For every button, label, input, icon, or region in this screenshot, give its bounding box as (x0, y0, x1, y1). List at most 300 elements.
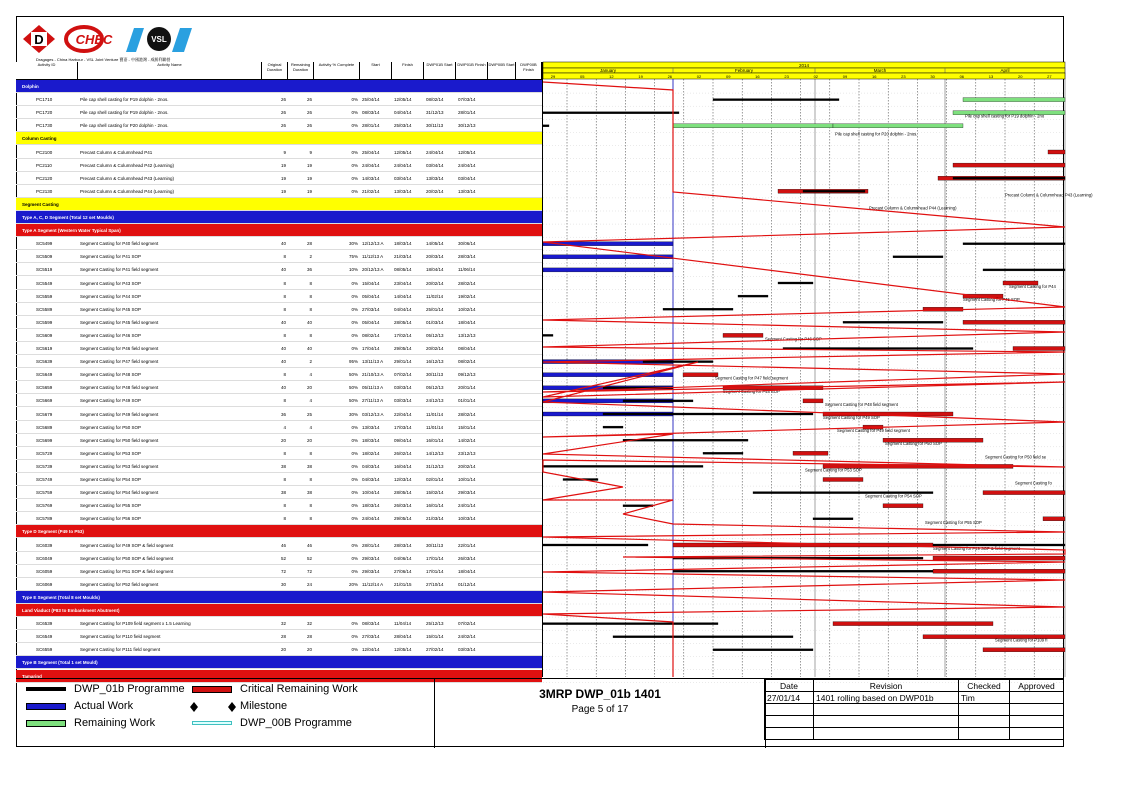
activity-row (16, 565, 542, 578)
activity-name: Segment Casting for P53 SOP (80, 450, 142, 456)
activity-id: PC2120 (36, 175, 53, 181)
gantt-bar (543, 112, 679, 114)
dwp01b-finish: 01/01/14 (458, 398, 476, 404)
activity-name: Precast Column & Columnhead P44 (Learning) (80, 188, 175, 194)
activity-id: SC6039 (36, 542, 53, 548)
activity-id: SC5599 (36, 319, 53, 325)
start-date: 13/03/14 (362, 424, 380, 430)
remaining-duration: 20 (306, 385, 312, 391)
start-date: 11/12/14 A (362, 581, 384, 587)
finish-date: 03/04/14 (394, 175, 412, 181)
remaining-duration: 8 (309, 332, 312, 338)
finish-date: 11/04/14 (394, 621, 412, 627)
activity-name: Segment Casting for P109 field segment x 1.5 Learning (80, 621, 191, 627)
activity-row (16, 119, 542, 132)
rev-empty-cell (814, 716, 959, 728)
activity-row (16, 106, 542, 119)
dragages-logo-icon (22, 24, 56, 54)
finish-date: 22/04/14 (394, 411, 412, 417)
finish-date: 17/02/14 (394, 332, 412, 338)
gantt-bar (933, 556, 1065, 560)
gantt-bar (813, 518, 853, 520)
group-row (16, 132, 542, 145)
activity-id: SC6539 (36, 621, 53, 627)
week-label: 16 (755, 74, 760, 79)
week-label: 19 (638, 74, 643, 79)
group-label: Tamarind (22, 673, 42, 679)
group-label: Land Viaduct (P83 to Embankment Abutment) (22, 608, 120, 613)
dwp01b-start: 01/03/14 (426, 319, 444, 325)
gantt-bar (543, 125, 549, 127)
jv-subtitle: Dragages - China Harbour - VSL Joint Venture 寶嘉 - 中國港灣 - 威勝利聯營 (36, 57, 171, 62)
finish-date: 21/03/14 (394, 254, 412, 260)
dwp01b-finish: 26/03/14 (458, 555, 476, 561)
page-number: Page 5 of 17 (571, 704, 629, 715)
activity-name: Segment Casting for P49 field segment (80, 411, 159, 417)
dwp01b-start: 02/01/14 (426, 477, 444, 482)
group-row (16, 80, 542, 93)
activity-id: SC5519 (36, 267, 53, 273)
finish-date: 18/03/14 (394, 241, 412, 247)
remaining-duration: 8 (309, 293, 312, 299)
activity-id: SC5669 (36, 398, 53, 404)
column-header: DWP00B Start (488, 62, 516, 79)
week-label: 30 (930, 74, 935, 79)
legend-actual-label: Actual Work (74, 700, 134, 712)
original-duration: 52 (280, 555, 286, 561)
start-date: 18/03/14 (362, 503, 380, 509)
dwp01b-start: 20/02/14 (426, 346, 444, 351)
start-date: 29/03/14 (362, 555, 380, 561)
finish-date: 26/02/14 (394, 450, 412, 456)
gantt-bar (983, 491, 1065, 495)
activity-id: SC6069 (36, 581, 53, 587)
activity-name: Segment Casting for P40 field segment (80, 241, 159, 247)
group-row (16, 591, 542, 604)
rev-empty-cell (765, 704, 814, 716)
rev-empty-cell (959, 716, 1010, 728)
percent-complete: 0% (351, 516, 358, 522)
original-duration: 32 (280, 621, 286, 627)
start-date: 20/12/13 A (362, 267, 384, 273)
activity-name: Segment Casting for P46 SOP (80, 332, 142, 338)
finish-date: 21/01/15 (394, 581, 412, 587)
column-header: Start (360, 62, 392, 79)
original-duration: 26 (280, 110, 286, 116)
gantt-bar (723, 333, 763, 337)
dwp01b-finish: 11/06/14 (458, 267, 476, 273)
start-date: 12/04/14 (362, 647, 380, 653)
rev-empty-cell (1010, 716, 1064, 728)
dwp01b-finish: 20/01/14 (458, 385, 476, 391)
chec-logo-icon (64, 25, 116, 53)
dwp01b-finish: 28/02/14 (458, 280, 476, 286)
column-header: Activity Name (78, 62, 262, 79)
activity-id: SC5549 (36, 280, 53, 286)
dwp01b-finish: 15/01/14 (458, 424, 476, 430)
dwp01b-start: 31/12/13 (426, 463, 444, 469)
original-duration: 40 (280, 385, 286, 391)
activity-row (16, 394, 542, 407)
finish-date: 27/06/14 (394, 568, 412, 574)
original-duration: 40 (280, 359, 286, 365)
gantt-svg (543, 62, 1093, 677)
gantt-bar (963, 320, 1065, 324)
activity-id: SC5769 (36, 503, 53, 509)
start-date: 27/03/14 (362, 634, 380, 640)
percent-complete: 50% (348, 385, 358, 391)
dwp01b-start: 20/02/14 (426, 280, 444, 286)
start-date: 12/12/13 A (362, 241, 384, 247)
remaining-duration: 2 (309, 359, 312, 365)
activity-row (16, 539, 542, 552)
dwp01b-finish: 28/02/14 (458, 411, 476, 417)
dwp01b-start: 05/12/13 (426, 385, 444, 391)
activity-row (16, 316, 542, 329)
percent-complete: 0% (351, 149, 358, 155)
dwp01b-start: 27/10/14 (426, 581, 444, 587)
activity-name: Segment Casting for P48 SOP (80, 372, 142, 378)
original-duration: 19 (280, 162, 286, 168)
original-duration: 8 (283, 306, 286, 312)
gantt-bar (643, 361, 713, 363)
start-date: 04/03/14 (362, 463, 380, 469)
remaining-duration: 4 (309, 372, 312, 378)
activity-name: Segment Casting for P45 field segment (80, 319, 159, 325)
activity-id: SC6559 (36, 647, 53, 653)
week-label: 09 (842, 74, 848, 79)
rev-description: 1401 rolling based on DWP01b (814, 692, 959, 704)
week-label: 05 (579, 74, 585, 79)
original-duration: 40 (280, 241, 286, 247)
bar-label: Segment Casting for P48 field segment (825, 401, 898, 407)
gantt-bar (963, 98, 1065, 102)
original-duration: 8 (283, 398, 286, 404)
rev-empty-cell (1010, 704, 1064, 716)
start-date: 13/11/13 A (362, 359, 384, 365)
dwp01b-start: 30/11/13 (426, 123, 444, 129)
bar-label: Segment Casting for P50 SOP (885, 441, 942, 447)
start-date: 11/12/13 A (362, 254, 384, 260)
start-date: 27/11/13 A (362, 398, 384, 404)
activity-name: Segment Casting for P54 field segment (80, 490, 159, 496)
bar-label: Segment Casting for P55 SOP (925, 519, 982, 525)
activity-row (16, 434, 542, 447)
gantt-bar (543, 544, 648, 546)
title-block (434, 679, 766, 748)
activity-row (16, 460, 542, 473)
group-label: Type B Segment (Total 1 set Mould) (22, 660, 98, 666)
original-duration: 26 (280, 123, 286, 129)
percent-complete: 0% (351, 450, 358, 456)
finish-date: 09/04/14 (394, 437, 412, 443)
remaining-duration: 8 (309, 503, 312, 509)
finish-date: 28/03/14 (394, 542, 412, 548)
activity-name: Segment Casting for P44 SOP (80, 293, 142, 299)
rev-checked: Tim (959, 692, 1010, 704)
bar-label: Segment Casting for P47 field segment (715, 375, 788, 381)
start-date: 08/03/14 (362, 110, 380, 116)
legend-block (16, 678, 1064, 748)
percent-complete: 0% (351, 123, 358, 129)
bar-label: Segment Casting for P49 SOP (823, 415, 880, 420)
gantt-bar (673, 124, 833, 128)
week-label: 13 (988, 74, 994, 79)
percent-complete: 0% (351, 437, 358, 443)
dwp01b-start: 13/03/14 (426, 175, 444, 181)
activity-name: Segment Casting for P50 SOP (80, 424, 142, 430)
percent-complete: 0% (351, 634, 358, 640)
original-duration: 8 (283, 516, 286, 522)
gantt-bar (1048, 150, 1065, 154)
finish-date: 17/03/14 (394, 424, 412, 430)
gantt-bar (543, 268, 673, 272)
activity-row (16, 250, 542, 263)
legend-programme-swatch (26, 687, 66, 691)
bar-label: Segment Casting for P54 SOP (865, 493, 922, 499)
percent-complete: 0% (351, 280, 358, 286)
dwp01b-finish: 30/12/13 (458, 123, 476, 129)
remaining-duration: 20 (306, 437, 312, 443)
rev-header-approved: Approved (1010, 680, 1064, 692)
dwp01b-start: 03/04/14 (426, 162, 444, 168)
bar-label: Precast Column & Columnhead P44 (Learning) (869, 205, 957, 211)
start-date: 24/04/14 (362, 162, 380, 168)
bar-label: Segment Casting for P44 (1009, 284, 1056, 289)
dwp01b-start: 11/02/14 (426, 293, 444, 299)
group-row (16, 224, 542, 237)
milestone-icon (190, 701, 240, 713)
dwp01b-finish: 10/01/14 (458, 477, 476, 482)
dwp01b-start: 27/02/14 (426, 647, 444, 653)
activity-name: Segment Casting for P46 field segment (80, 346, 159, 351)
gantt-bar (613, 636, 793, 638)
dwp01b-start: 31/12/13 (426, 110, 444, 116)
original-duration: 46 (280, 542, 286, 548)
start-date: 04/03/14 (362, 477, 380, 482)
gantt-bar (883, 504, 923, 508)
dwp01b-finish: 30/06/14 (458, 241, 476, 247)
bar-label: Segment Casting for P109 fi (995, 637, 1048, 643)
original-duration: 8 (283, 254, 286, 260)
bar-label: Pile cap shell casting for P20 dolphin - 2nos. (835, 131, 918, 137)
percent-complete: 0% (351, 293, 358, 299)
remaining-duration: 2 (309, 254, 312, 260)
dwp01b-finish: 07/03/14 (458, 97, 476, 103)
percent-complete: 0% (351, 621, 358, 627)
column-header: DWP01B Finish (456, 62, 488, 79)
column-header: DWP00B Finish (516, 62, 542, 79)
dwp01b-finish: 18/04/14 (458, 319, 476, 325)
gantt-chart (542, 62, 1093, 677)
week-label: 23 (784, 74, 789, 79)
percent-complete: 0% (351, 490, 358, 496)
rev-date: 27/01/14 (765, 692, 814, 704)
remaining-duration: 40 (306, 319, 312, 325)
column-header: Activity % Complete (314, 62, 360, 79)
dwp01b-start: 24/04/14 (426, 149, 444, 155)
remaining-duration: 8 (309, 280, 312, 286)
rev-empty-cell (1010, 728, 1064, 740)
original-duration: 8 (283, 372, 286, 378)
gantt-bar (603, 413, 813, 415)
activity-row (16, 355, 542, 368)
activity-id: SC5689 (36, 424, 53, 430)
activity-row (16, 630, 542, 643)
dwp01b-finish: 08/02/14 (458, 359, 476, 365)
start-date: 18/03/14 (362, 437, 380, 443)
week-label: 02 (813, 74, 819, 79)
activity-name: Segment Casting for P51 SOP & field segment (80, 568, 174, 574)
activity-name: Segment Casting for P47 field segment (80, 359, 159, 365)
activity-name: Segment Casting for P48 field segment (80, 385, 159, 391)
logo-vsl-text: VSL (151, 35, 167, 44)
dwp01b-finish: 22/01/14 (458, 542, 476, 548)
dwp01b-start: 17/01/14 (426, 568, 444, 574)
original-duration: 19 (280, 188, 286, 194)
dwp01b-start: 11/01/14 (426, 411, 444, 417)
original-duration: 40 (280, 346, 286, 351)
activity-id: SC5649 (36, 372, 53, 378)
activity-row (16, 486, 542, 499)
percent-complete: 50% (348, 372, 358, 378)
percent-complete: 0% (351, 477, 358, 482)
month-label: April (1000, 68, 1010, 73)
percent-complete: 0% (351, 97, 358, 103)
gantt-bar (1013, 347, 1065, 351)
original-duration: 8 (283, 503, 286, 509)
table-header (16, 62, 542, 80)
dwp01b-finish: 13/12/13 (458, 332, 476, 338)
original-duration: 40 (280, 319, 286, 325)
dwp01b-finish: 24/04/14 (458, 162, 476, 168)
dwp01b-finish: 18/04/14 (458, 568, 476, 574)
dwp01b-start: 30/11/13 (426, 542, 444, 548)
dwp01b-finish: 08/04/14 (458, 346, 476, 351)
activity-name: Precast Column & Columnhead P43 (Learning) (80, 175, 175, 181)
original-duration: 8 (283, 450, 286, 456)
activity-row (16, 303, 542, 316)
gantt-bar (933, 569, 1065, 573)
original-duration: 36 (280, 411, 286, 417)
start-date: 28/01/14 (362, 123, 380, 129)
dwp01b-start: 21/03/14 (426, 516, 444, 522)
finish-date: 12/05/14 (394, 149, 412, 155)
dwp01b-start: 16/01/14 (426, 437, 444, 443)
bar-label: Segment Casting for P49 field segment (837, 428, 910, 434)
activity-id: SC5759 (36, 490, 53, 496)
month-label: January (599, 68, 617, 73)
activity-row (16, 290, 542, 303)
activity-name: Segment Casting for P43 SOP (80, 280, 142, 286)
start-date: 27/03/14 (362, 306, 380, 312)
activity-row (16, 342, 542, 355)
month-label: March (873, 68, 887, 73)
remaining-duration: 4 (309, 398, 312, 404)
percent-complete: 0% (351, 346, 358, 351)
rev-empty-cell (765, 728, 814, 740)
group-row (16, 656, 542, 669)
column-header: Activity ID (16, 62, 78, 79)
group-row (16, 525, 542, 538)
start-date: 17/04/14 (362, 346, 380, 351)
percent-complete: 0% (351, 503, 358, 509)
finish-date: 08/05/14 (394, 267, 412, 273)
week-label: 16 (871, 74, 877, 79)
activity-name: Precast Column & Columnhead P42 (Learning) (80, 162, 175, 168)
week-band (543, 73, 1065, 79)
activity-row (16, 263, 542, 276)
start-date: 14/03/14 (362, 175, 380, 181)
remaining-duration: 19 (306, 162, 312, 168)
remaining-duration: 8 (309, 306, 312, 312)
dwp01b-start: 25/01/14 (426, 306, 444, 312)
rev-empty-cell (814, 728, 959, 740)
activity-name: Pile cap shell casting for P19 dolphin - 2nos. (80, 97, 169, 103)
remaining-duration: 36 (306, 267, 312, 273)
activity-row (16, 447, 542, 460)
remaining-duration: 32 (306, 621, 312, 627)
week-label: 27 (1047, 74, 1052, 79)
dwp01b-start: 08/02/14 (426, 97, 444, 103)
critical-path-line (543, 82, 1065, 677)
activity-row (16, 93, 542, 106)
activity-row (16, 421, 542, 434)
group-label: Segment Casting (22, 201, 59, 207)
gantt-bar (778, 282, 813, 284)
gantt-bar (803, 399, 823, 403)
rev-empty-cell (814, 704, 959, 716)
remaining-duration: 52 (306, 555, 312, 561)
remaining-duration: 25 (306, 411, 312, 417)
bar-label: Segment Casting for P49 SOP & field segment (933, 546, 1020, 551)
start-date: 05/04/14 (362, 293, 380, 299)
dwp01b-finish: 10/02/14 (458, 306, 476, 312)
original-duration: 8 (283, 477, 286, 482)
dwp01b-start: 11/01/14 (426, 424, 444, 430)
activity-row (16, 237, 542, 250)
month-label: February (734, 68, 754, 73)
dwp01b-finish: 13/03/14 (458, 188, 476, 194)
activity-id: SC5509 (36, 254, 53, 260)
gantt-bar (1043, 517, 1065, 521)
activity-row (16, 499, 542, 512)
dwp01b-finish: 10/03/14 (458, 516, 476, 522)
column-header: DWP01B Start (424, 62, 456, 79)
remaining-duration: 8 (309, 450, 312, 456)
activity-row (16, 329, 542, 342)
activity-id: SC5739 (36, 463, 53, 469)
activity-name: Segment Casting for P55 SOP (80, 503, 142, 509)
activity-id: SC6059 (36, 568, 53, 574)
dwp01b-finish: 09/12/13 (458, 372, 476, 378)
original-duration: 40 (280, 267, 286, 273)
percent-complete: 0% (351, 555, 358, 561)
gantt-bar (683, 373, 718, 377)
dwp01b-finish: 29/03/14 (458, 490, 476, 496)
gantt-bar (543, 623, 718, 625)
legend-milestone-label: Milestone (240, 700, 288, 712)
bar-label: Segment Casting for P53 SOP (805, 467, 862, 473)
dwp01b-finish: 19/02/14 (458, 293, 476, 299)
remaining-duration: 24 (306, 581, 312, 587)
original-duration: 19 (280, 175, 286, 181)
activity-id: SC5559 (36, 293, 53, 299)
start-date: 29/03/14 (362, 568, 380, 574)
activity-id: SC5639 (36, 359, 53, 365)
remaining-duration: 28 (306, 634, 312, 640)
activity-id: PC1730 (36, 123, 53, 129)
